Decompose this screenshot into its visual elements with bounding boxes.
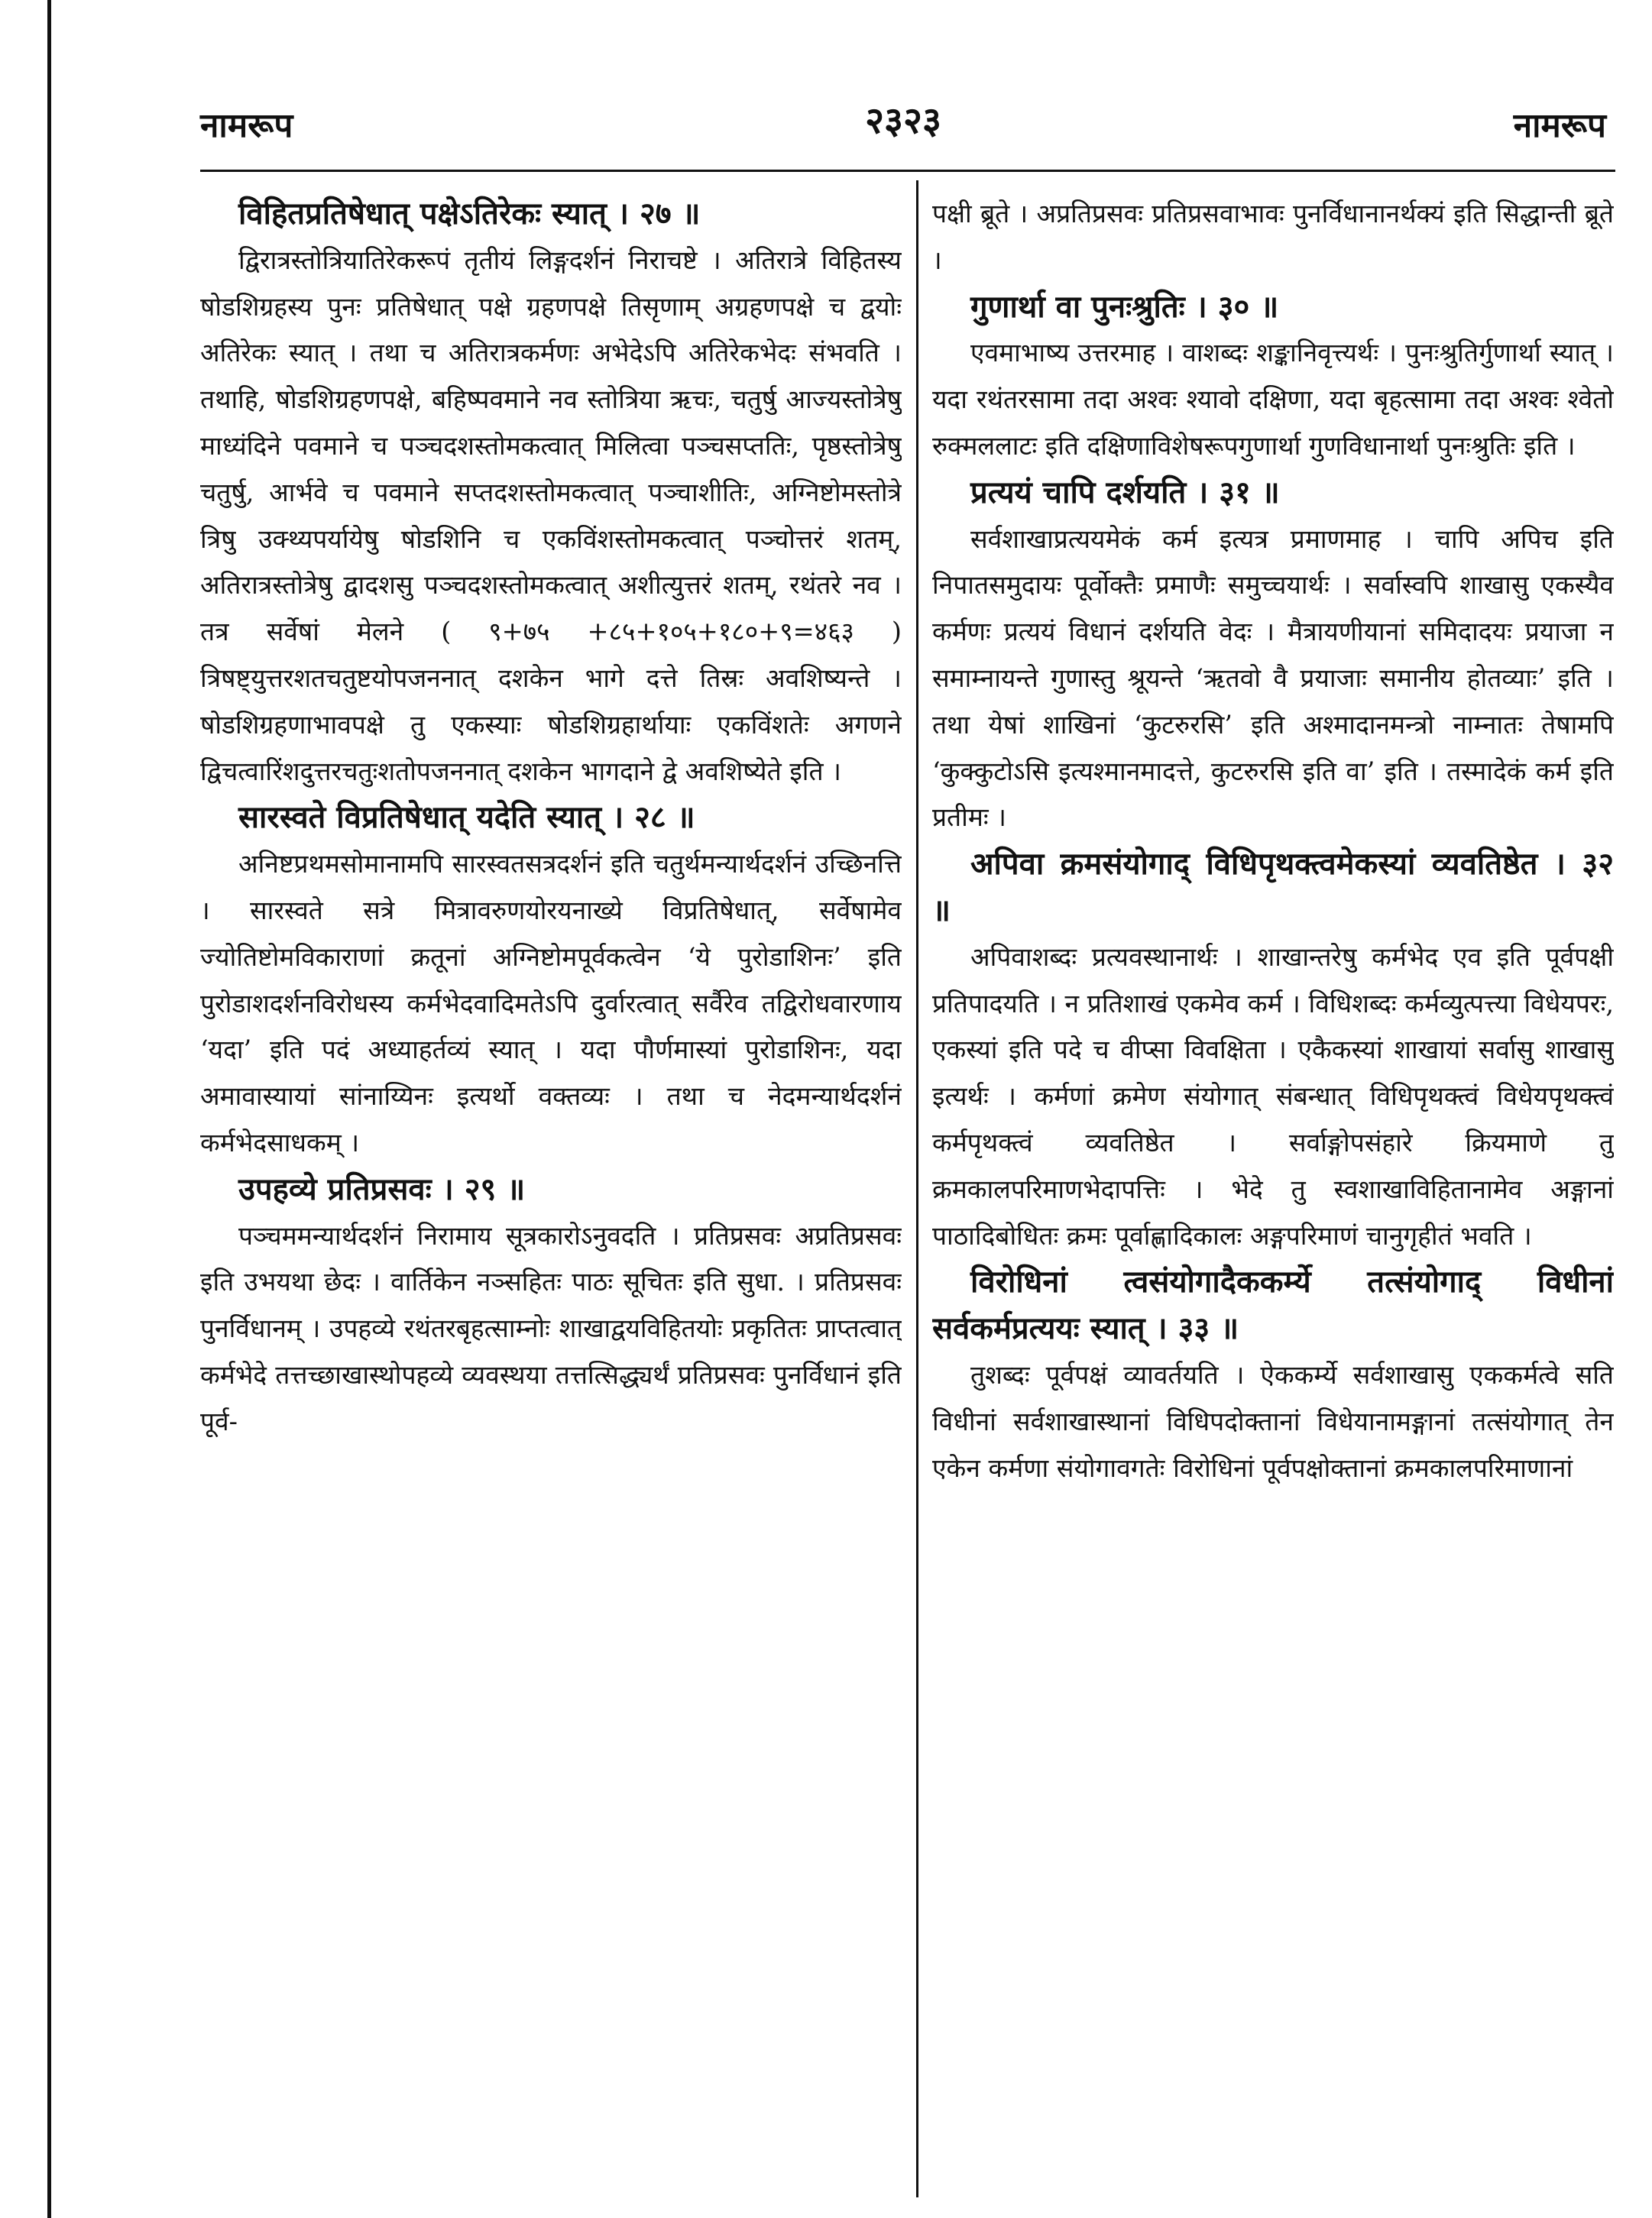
page-header — [200, 101, 1606, 147]
sutra-heading: अपिवा क्रमसंयोगाद् विधिपृथक्त्वमेकस्यां व्यवतिष्ठेत । ३२ ॥ — [932, 846, 1614, 928]
commentary-paragraph: अनिष्टप्रथमसोमानामपि सारस्वतसत्रदर्शनं इति चतुर्थमन्यार्थदर्शनं उच्छिनत्ति । सारस्वते सत्रे मित्रावरुणयोरयनाख्ये विप्रतिषेधात्, सर्वेषामेव ज्योतिष्टोमविकाराणां क्रतूनां अग्निष्टोमपूर्वकत्वेन ‘ये पुरोडाशिनः’ इति पुरोडाशदर्शनविरोधस्य कर्मभेदवादिमतेऽपि दुर्वारत्वात् सर्वैरेव तद्विरोधवारणाय ‘यदा’ इति पदं अध्याहर्तव्यं स्यात् । यदा पौर्णमास्यां पुरोडाशिनः, यदा अमावास्यायां सांनाय्यिनः इत्यर्थो वक्तव्यः । तथा च नेदमन्यार्थदर्शनं कर्मभेदसाधकम् । — [200, 849, 902, 1158]
commentary-paragraph: सर्वशाखाप्रत्ययमेकं कर्म इत्यत्र प्रमाणमाह । चापि अपिच इति निपातसमुदायः पूर्वोक्तैः प्रमाणैः समुच्चयार्थः । सर्वास्वपि शाखासु एकस्यैव कर्मणः प्रत्ययं विधानं दर्शयति वेदः । मैत्रायणीयानां समिदादयः प्रयाजा न समाम्नायन्ते गुणास्तु श्रूयन्ते ‘ऋतवो वै प्रयाजाः समानीय होतव्याः’ इति । तथा येषां शाखिनां ‘कुटरुरसि’ इति अश्मादानमन्त्रो नाम्नातः तेषामपि ‘कुक्कुटोऽसि इत्यश्मानमादत्ते, कुटरुरसि इति वा’ इति । तस्मादेकं कर्म इति प्रतीमः । — [932, 523, 1614, 833]
sutra-heading: प्रत्ययं चापि दर्शयति । ३१ ॥ — [970, 474, 1280, 510]
commentary-paragraph: तुशब्दः पूर्वपक्षं व्यावर्तयति । ऐककर्म्ये सर्वशाखासु एककर्मत्वे सति विधीनां सर्वशाखास्थानां विधिपदोक्तानां विधेयानामङ्गानां तत्संयोगात् तेन एकेन कर्मणा संयोगावगतेः विरोधिनां पूर्वपक्षोक्तानां क्रमकालपरिमाणानां — [932, 1359, 1614, 1483]
sutra-heading: विहितप्रतिषेधात् पक्षेऽतिरेकः स्यात् । २७ ॥ — [238, 196, 701, 232]
column-divider — [916, 180, 918, 2197]
page-left-border — [47, 0, 51, 2218]
commentary-continuation: पक्षी ब्रूते । अप्रतिप्रसवः प्रतिप्रसवाभावः पुनर्विधानानर्थक्यं इति सिद्धान्ती ब्रूते । — [932, 199, 1614, 275]
commentary-paragraph: पञ्चममन्यार्थदर्शनं निरामाय सूत्रकारोऽनुवदति । प्रतिप्रसवः अप्रतिप्रसवः इति उभयथा छेदः । वार्तिकेन नञ्सहितः पाठः सूचितः इति सुधा. । प्रतिप्रसवः पुनर्विधानम् । उपहव्ये रथंतरबृहत्साम्नोः शाखाद्वयविहितयोः प्रकृतितः प्राप्तत्वात् कर्मभेदे तत्तच्छाखास्थोपहव्ये व्यवस्थया तत्तत्सिद्ध्यर्थं प्रतिप्रसवः पुनर्विधानं इति पूर्व- — [200, 1220, 902, 1436]
right-column — [932, 191, 1614, 2193]
running-head-right: नामरूप — [1513, 106, 1606, 145]
left-column — [200, 191, 902, 2193]
page-number: २३२३ — [865, 99, 941, 142]
running-head-left: नामरूप — [200, 106, 293, 145]
commentary-paragraph: अपिवाशब्दः प्रत्यवस्थानार्थः । शाखान्तरेषु कर्मभेद एव इति पूर्वपक्षी प्रतिपादयति । न प्रतिशाखं एकमेव कर्म । विधिशब्दः कर्मव्युत्पत्त्या विधेयपरः, एकस्यां इति पदे च वीप्सा विवक्षिता । एकैकस्यां शाखायां सर्वासु शाखासु इत्यर्थः । कर्मणां क्रमेण संयोगात् संबन्धात् विधिपृथक्त्वं विधेयपृथक्त्वं कर्मपृथक्त्वं व्यवतिष्ठेत । सर्वाङ्गोपसंहारे क्रियमाणे तु क्रमकालपरिमाणभेदापत्तिः । भेदे तु स्वशाखाविहितानामेव अङ्गानां पाठादिबोधितः क्रमः पूर्वाह्णादिकालः अङ्गपरिमाणं चानुगृहीतं भवति । — [932, 941, 1614, 1251]
commentary-paragraph: एवमाभाष्य उत्तरमाह । वाशब्दः शङ्कानिवृत्त्यर्थः । पुनःश्रुतिर्गुणार्था स्यात् । यदा रथंतरसामा तदा अश्वः श्यावो दक्षिणा, यदा बृहत्सामा तदा अश्वः श्वेतो रुक्मललाटः इति दक्षिणाविशेषरूपगुणार्था गुणविधानार्था पुनःश्रुतिः इति । — [932, 338, 1614, 461]
sutra-heading: गुणार्था वा पुनःश्रुतिः । ३० ॥ — [970, 288, 1279, 325]
commentary-paragraph: द्विरात्रस्तोत्रियातिरेकरूपं तृतीयं लिङ्गदर्शनं निराचष्टे । अतिरात्रे विहितस्य षोडशिग्रहस्य पुनः प्रतिषेधात् पक्षे ग्रहणपक्षे तिसृणाम् अग्रहणपक्षे च द्वयोः अतिरेकः स्यात् । तथा च अतिरात्रकर्मणः अभेदेऽपि अतिरेकभेदः संभवति । तथाहि, षोडशिग्रहणपक्षे, बहिष्पवमाने नव स्तोत्रिया ऋचः, चतुर्षु आज्यस्तोत्रेषु माध्यंदिने पवमाने च पञ्चदशस्तोमकत्वात् मिलित्वा पञ्चसप्ततिः, पृष्ठस्तोत्रेषु चतुर्षु, आर्भवे च पवमाने सप्तदशस्तोमकत्वात् पञ्चाशीतिः, अग्निष्टोमस्तोत्रे त्रिषु उक्थ्यपर्यायेषु षोडशिनि च एकविंशस्तोमकत्वात् पञ्चोत्तरं शतम्, अतिरात्रस्तोत्रेषु द्वादशसु पञ्चदशस्तोमकत्वात् अशीत्युत्तरं शतम्, रथंतरे नव । तत्र सर्वेषां मेलने ( ९+७५ +८५+१०५+१८०+९=४६३ ) त्रिषष्ट्युत्तरशतचतुष्टयोपजननात् दशकेन भागे दत्ते तिस्रः अवशिष्यन्ते । षोडशिग्रहणाभावपक्षे तु एकस्याः षोडशिग्रहार्थायाः एकविंशतेः अगणने द्विचत्वारिंशदुत्तरचतुःशतोपजननात् दशकेन भागदाने द्वे अवशिष्येते इति । — [200, 244, 902, 786]
header-rule — [200, 170, 1615, 172]
sutra-heading: उपहव्ये प्रतिप्रसवः । २९ ॥ — [238, 1171, 526, 1207]
sutra-heading: सारस्वते विप्रतिषेधात् यदेति स्यात् । २८ ॥ — [238, 799, 695, 836]
sutra-heading: विरोधिनां त्वसंयोगादैककर्म्ये तत्संयोगाद् विधीनां सर्वकर्मप्रत्ययः स्यात् । ३३ ॥ — [932, 1264, 1614, 1347]
